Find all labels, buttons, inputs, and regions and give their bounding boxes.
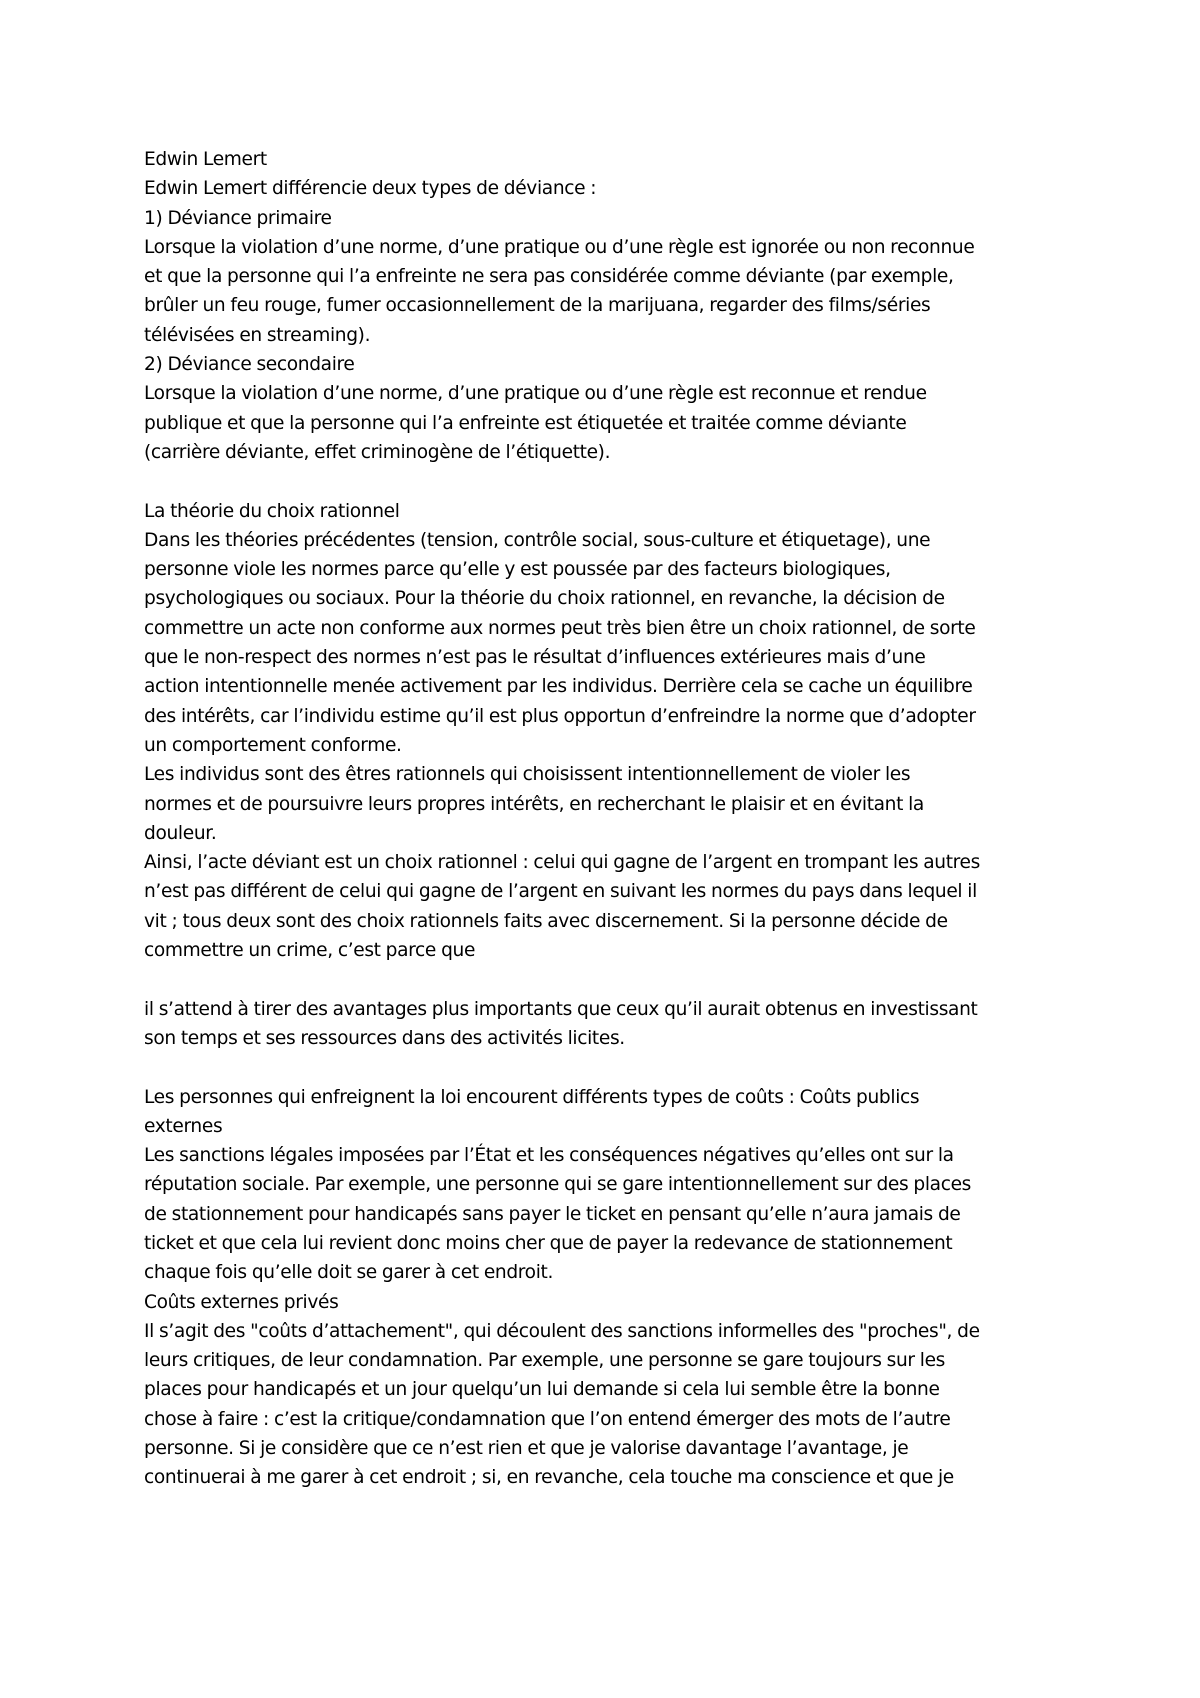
text-line: chaque fois qu’elle doit se garer à cet endroit. <box>144 1262 554 1284</box>
text-line: son temps et ses ressources dans des activités licites. <box>144 1027 625 1049</box>
text-line: 1) Déviance primaire <box>144 207 332 229</box>
text-line: 2) Déviance secondaire <box>144 354 355 376</box>
blank-line <box>144 965 1064 994</box>
text-line: n’est pas différent de celui qui gagne de l’argent en suivant les normes du pays dans lequel il <box>144 881 977 903</box>
text-line: La théorie du choix rationnel <box>144 500 400 522</box>
text-line: normes et de poursuivre leurs propres intérêts, en recherchant le plaisir et en évitant la <box>144 793 924 815</box>
text-line: personne viole les normes parce qu’elle y est poussée par des facteurs biologiques, <box>144 559 891 581</box>
text-line: vit ; tous deux sont des choix rationnels faits avec discernement. Si la personne décide de <box>144 910 948 932</box>
text-line: externes <box>144 1115 223 1137</box>
text-line: Les individus sont des êtres rationnels qui choisissent intentionnellement de violer les <box>144 764 911 786</box>
text-line: personne. Si je considère que ce n’est rien et que je valorise davantage l’avantage, je <box>144 1438 909 1460</box>
text-line: commettre un acte non conforme aux normes peut très bien être un choix rationnel, de sorte <box>144 617 976 639</box>
text-line: Les personnes qui enfreignent la loi encourent différents types de coûts : Coûts publics <box>144 1086 920 1108</box>
text-line: brûler un feu rouge, fumer occasionnellement de la marijuana, regarder des films/séries <box>144 295 931 317</box>
text-line: Les sanctions légales imposées par l’État et les conséquences négatives qu’elles ont sur la <box>144 1145 954 1167</box>
blank-line <box>144 467 1064 496</box>
document-body <box>144 145 1064 1493</box>
text-line: ticket et que cela lui revient donc moins cher que de payer la redevance de stationnement <box>144 1232 953 1254</box>
text-line: il s’attend à tirer des avantages plus importants que ceux qu’il aurait obtenus en investissant <box>144 998 978 1020</box>
text-line: réputation sociale. Par exemple, une personne qui se gare intentionnellement sur des places <box>144 1174 972 1196</box>
text-line: un comportement conforme. <box>144 734 402 756</box>
text-line: psychologiques ou sociaux. Pour la théorie du choix rationnel, en revanche, la décision de <box>144 588 945 610</box>
text-line: action intentionnelle menée activement par les individus. Derrière cela se cache un équilibre <box>144 676 973 698</box>
text-line: chose à faire : c’est la critique/condamnation que l’on entend émerger des mots de l’autre <box>144 1408 951 1430</box>
text-line: Il s’agit des "coûts d’attachement", qui découlent des sanctions informelles des "proches", de <box>144 1320 980 1342</box>
text-line: et que la personne qui l’a enfreinte ne sera pas considérée comme déviante (par exemple, <box>144 266 954 288</box>
text-line: (carrière déviante, effet criminogène de l’étiquette). <box>144 441 611 463</box>
text-line: Lorsque la violation d’une norme, d’une pratique ou d’une règle est reconnue et rendue <box>144 383 927 405</box>
text-line: de stationnement pour handicapés sans payer le ticket en pensant qu’elle n’aura jamais de <box>144 1203 961 1225</box>
text-line: télévisées en streaming). <box>144 324 371 346</box>
text-line: publique et que la personne qui l’a enfreinte est étiquetée et traitée comme déviante <box>144 412 907 434</box>
text-line: Edwin Lemert <box>144 149 267 170</box>
text-line: Coûts externes privés <box>144 1291 339 1313</box>
text-line: des intérêts, car l’individu estime qu’il est plus opportun d’enfreindre la norme que d’adopter <box>144 705 976 727</box>
text-line: commettre un crime, c’est parce que <box>144 940 476 962</box>
text-line: continuerai à me garer à cet endroit ; si, en revanche, cela touche ma conscience et que je <box>144 1467 954 1489</box>
text-line: Edwin Lemert différencie deux types de déviance : <box>144 178 597 200</box>
text-line: douleur. <box>144 822 217 844</box>
text-line: leurs critiques, de leur condamnation. Par exemple, une personne se gare toujours sur les <box>144 1350 946 1372</box>
blank-line <box>144 1053 1064 1082</box>
text-line: que le non-respect des normes n’est pas le résultat d’influences extérieures mais d’une <box>144 647 926 669</box>
text-line: places pour handicapés et un jour quelqu’un lui demande si cela lui semble être la bonne <box>144 1379 940 1401</box>
text-line: Dans les théories précédentes (tension, contrôle social, sous-culture et étiquetage), une <box>144 529 931 551</box>
text-line: Lorsque la violation d’une norme, d’une pratique ou d’une règle est ignorée ou non reconnue <box>144 236 975 258</box>
text-line: Ainsi, l’acte déviant est un choix rationnel : celui qui gagne de l’argent en trompant les autres <box>144 852 980 874</box>
